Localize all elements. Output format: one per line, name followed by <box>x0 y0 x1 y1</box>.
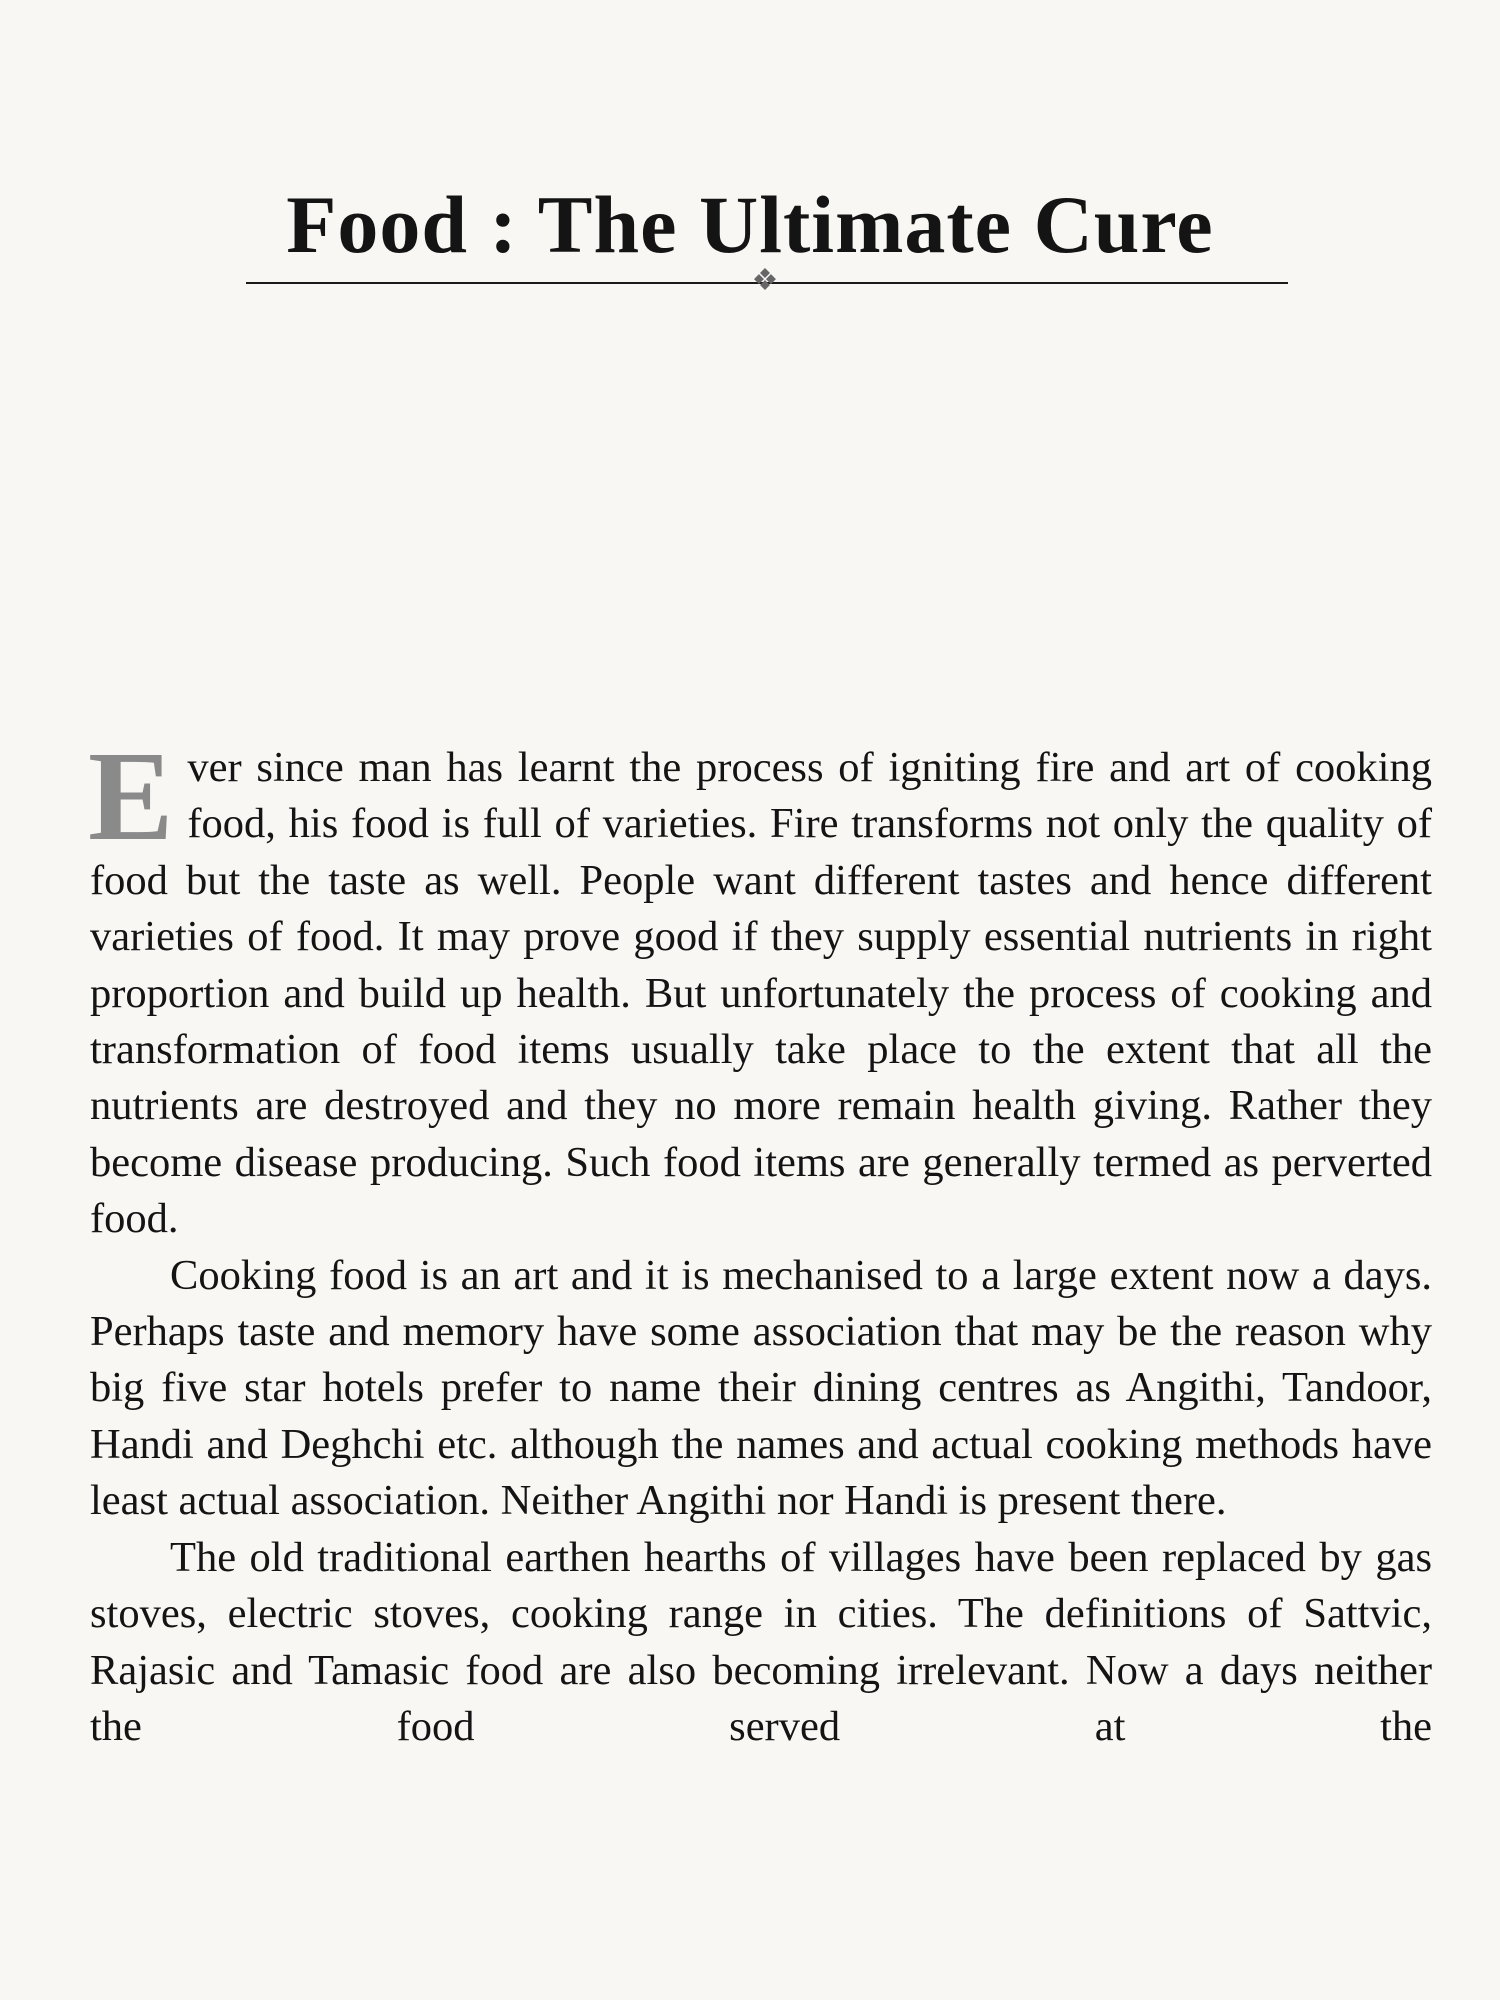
paragraph-3: The old traditional earthen hearths of villages have been replaced by gas stoves, electric stoves, cooking range in cities. The definitions of Sattvic, Rajasic and Tamasic food are also becoming irrelevant. Now a days neither the food served at the <box>90 1533 1432 1750</box>
chapter-body <box>88 725 1432 1755</box>
paragraph-1-text: ver since man has learnt the process of igniting fire and art of cooking food, his food is full of varieties. Fire transforms not only the quality of food but the taste as well. People want different tastes and hence different varieties of food. It may prove good if they supply essential nutrients in right proportion and build up health. But unfortunately the process of cooking and transformation of food items usually take place to the extent that all the nutrients are destroyed and they no more remain health giving. Rather they become disease producing. Such food items are generally termed as perverted food. <box>90 744 1432 1243</box>
drop-cap-letter: E <box>88 725 174 867</box>
paragraph-1 <box>88 725 1432 1248</box>
chapter-title: Food : The Ultimate Cure <box>286 179 1214 270</box>
paragraph-2: Cooking food is an art and it is mechanised to a large extent now a days. Perhaps taste and memory have some association that may be the reason why big five star hotels prefer to name their dining centres as Angithi, Tandoor, Handi and Deghchi etc. although the names and actual cooking methods have least actual association. Neither Angithi nor Handi is present there. <box>90 1251 1432 1525</box>
diamond-ornament-icon: ❖ <box>751 264 779 297</box>
